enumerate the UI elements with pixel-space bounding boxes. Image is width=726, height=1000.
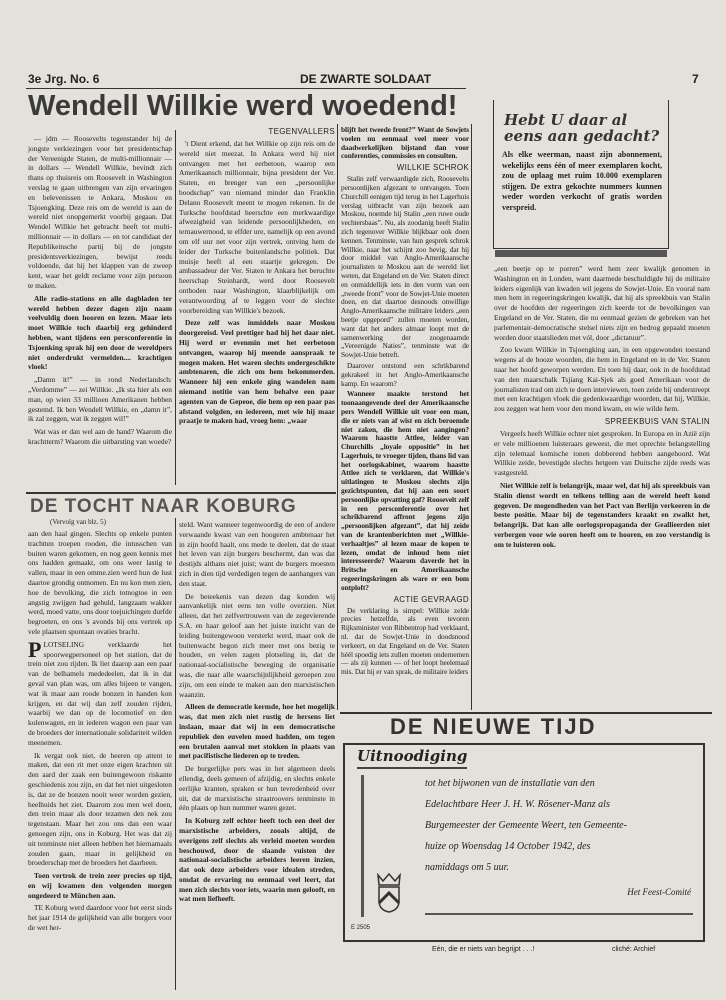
paragraph: Stalin zelf verwaardigde zich, Roosevelts persoonlijken afgezant te ontvangen. Toen Churchill eenigen tijd terug in het Lagerhuis verslag uitbracht van zijn bezoek aan Moskou, noemde hij Stalin „een ruwe oude vechtersbaas”. Nu, als zoodanig heeft Stalin zich tegenover Willkie blijkbaar ook doen kennen. Tenminste, van hun gesprek schrok Willkie, naar het schijnt zoo hevig, dat hij door middel van Anglo-Amerikaansche journalisten te Moskou aan de wereld liet weten, dat Engeland en de Ver. Staten direct en onmiddellijk iets in den vorm van een „tweede front” voor de Sowjet-Unie moeten doen, en dat daartoe desnoods onwillige Anglo-Amerikaansche militaire leiders „een beetje opgepord” zullen moeten worden, want dat het anders almaar loopt met de samenwerking der zoogenaamde „Vereenigde Naties”, tenminste wat de Sowjet-Unie betreft. (341, 174, 469, 360)
promo-box-text: Als elke weerman, naast zijn abonnement, wekelijks eens één of meer exemplaren kocht, zou de oplaag met ruim 10.000 exemplaren stijgen. De extra gekochte nummers kunnen weder worden verkocht of gratis worden verspreid. (502, 150, 662, 212)
paragraph: aan den haal gingen. Slechts op enkele punten trachtten troepen rooden, die intusschen van buiten waren gekomen, en nog geen kennis met ons hadden gemaakt, om ons weer lastig te vallen, maar in een omme.zien werd hun de lust daartoe grondig ontnomen. En nu kon men zien, hoe de bevolking, die zich totnogtoe in een angstig zwijgen had gehuld, langzaam wakker werd, moed vatte, ons door toejuichingen durfde begroeten, en ons 's avonds bij ons vertrek op vele plaatsen spontaan ovaties bracht. (28, 529, 172, 636)
paragraph: In Koburg zelf echter heeft toch een deel der marxistische arbeiders, zooals altijd, de overigens zelf slechts als verleid moeten worden beschouwd, door de slaande vuisten der nationaal-socialistische arbeiders leeren inzien, dat ook deze arbeiders voor idealen streden, omdat de ervaring nu eenmaal veel leert, dat men zich slechts voor iets, waarin men gelooft, en wat men liefheeft. (179, 816, 335, 904)
column-rule (337, 124, 338, 710)
decorative-rule (425, 913, 693, 915)
subheading: ACTIE GEVRAAGD (393, 594, 469, 604)
subheading: SPREEKBUIS VAN STALIN (604, 416, 710, 426)
subheading: WILLKIE SCHROK (396, 163, 469, 173)
paragraph: Niet Willkie zelf is belangrijk, maar wel, dat hij als spreekbuis van Stalin dienst wordt en telkens telling aan de wereld heeft kond gegeven. De mogendheden van het Pact van Berlijn verkeeren in de beste positie. Maar bij de tegenstanders kraakt en zwalkt het, belangrijk. Dat kan alle oorlogspropaganda der Geallieerden niet verbergen voor wie ooren heeft om te hooren, en zoo verstandig is om te luisteren ook. (494, 480, 710, 549)
koburg-column-2 (179, 520, 335, 907)
paragraph: De burgerlijke pers was in het algemeen deels ellendig, deels gemeen of afzijdig, en slechts enkele eerlijke kranten, spraken er hun tevredenheid over uit, dat de marxistische straatroovers tenminste in één plaats op hun nummer waren gezet. (179, 764, 335, 813)
newspaper-title: DE ZWARTE SOLDAAT (300, 72, 432, 86)
paragraph: Daarover ontstond een schrikbarend gekrakeel in het Anglo-Amerikaansche kamp. En waarom? (341, 360, 469, 388)
page-number: 7 (692, 72, 699, 86)
paragraph: steld. Want wanneer tegenwoordig de een of andere verwaande kwast van een hoogeren ambtenaar het in zijn hoofd haalt, ons mede te deelen, dat de staat het leven van zijn burgers beschermt, dan was dat destijds althans niet juist; want de burgers moesten zich in dien tijd verdedigen tegen de aanhangers van den staat. (179, 520, 335, 588)
promo-box-shadow (495, 250, 667, 257)
paragraph: Wanneer maakte terstond het toonaangevende deel der Amerikaansche pers Wendell Willkie uit voor een man, die er niets van af wist en zich beroemde niet zaken, die hem niet aangingen? Waarom haastte Attlee, leider van Churchills „loyale oppositie” in het Lagerhuis, te vroeger tijden, thans lid van het oorlogskabinet, waarom haastte Attlee zich te verklaren, dat Willkie's uitlatingen te Moskou slechts zijn gezichtspunten, dat hij aan een soort persoonlijke opvatting gaf? Roosevelt zelf in een persconferentie over het schrikbarend affront jegens zijn „persoonlijken afgezant”, dat hij zeide van de krantenberichten met „Willkie-verhaaltjes” al lezen maar de kopen te lezen, omdat de inhoud hem niet interesseerde? Waarom daverde het in Britsche en Amerikaansche regeeringskringen als ware er een bom ontploft? (341, 389, 469, 592)
column-rule (471, 124, 472, 710)
invitation-text: tot het bijwonen van de installatie van den Edelachtbare Heer J. H. W. Rösener-Manz als Burgemeester der Gemeente Weert, ten Gemeente- huize op Woensdag 14 October 1942, des namiddags om 5 uur. (425, 778, 627, 873)
paragraph: Deze zelf was inmiddels naar Moskou doorgereisd. Veel prettiger had hij het daar niet. Hij werd er evenmin met het eerbetoon ontvangen, waarop hij meende aanspraak te mogen maken. Het waren slechts ondergeschikte ambtenaren, die zich om hem bekommerden. Wanneer hij een enkele ging wandelen nam niemand notitie van hem behalve een paar agenten van de Gepeoe, die hem op een paar pas afstand volgden, en iedereen, met wie hij maar praatje te maken had, vroeg hem: „waar (179, 318, 335, 426)
paragraph: blijft het tweede front?” Want de Sowjets voelen nu eenmaal veel meer voor daadwerkelijken bijstand dan voor conferenties, commissies en consulten. (341, 125, 469, 161)
nieuwe-tijd-title: DE NIEUWE TIJD (390, 714, 597, 739)
column-rule (175, 518, 176, 990)
article-column-4 (494, 264, 710, 553)
coat-of-arms-icon (375, 873, 403, 913)
paragraph: 't Dient erkend, dat het Willkie op zijn reis om de wereld niet meezat. In Ankara werd hij niet ontvangen met het eerbetoon, waarop een Amerikaansch millionnair, bijna president der Ver. Staten, en brenger van een „persoonlijke boodschap” van niemand minder dan Franklin Delano Roosevelt meent te mogen rekenen. In de Turksche hoofdstad heerschte een merkwaardige afwezigheid van leidende persoonlijkheden, en ternauwernood, te elfder ure, namelijk op een avond om elf uur net voor zijn vertrek, ontving hem de leider der Turksche buitenlandsche politiek. Dat muisje heeft al een staartje gekregen. De ambassadeur der Ver. Staten te Ankara het beruchte heerschap Steinhardt, werd door Roosevelt ontboden naar Washington, klaarblijkelijk om verantwoording af te leggen voor de slechte voorbereiding van Willkie's bezoek. (179, 139, 335, 315)
section-rule (26, 492, 336, 494)
article-column-1 (28, 134, 172, 450)
paragraph: PLOTSELING verklaarde het spoorwegpersoneel op het station, dat de trein niet zou rijden. Ik liet daarop aan een paar van de belhamels mededeelen, dat ik in dat geval van plan was, om alles bijeen te vangen, wat ik maar aan roode bonzen in handen kon krijgen, en dat wij dan zelf zouden rijden, waarbij we dan op de locomotief en den kolenwagen, en in iederen wagon een paar van de broeders der internationale solidariteit wilden meenemen. (28, 636, 172, 747)
paragraph: Alle radio-stations en alle dagbladen ter wereld hebben dezer dagen zijn naam veelvuldig doen hooren en lezen. Maar iets moet Willkie toch daarbij erg gehinderd hebben, want tijdens een persconferentie in Tsjoenking sprak hij een door de wereldpers niet onderdrukt vermelden.... krachtigen vloek! (28, 293, 172, 372)
issue-number: 3e Jrg. No. 6 (28, 72, 100, 86)
paragraph: Zoo kwam Willkie in Tsjoengking aan, in een opgewonden toestand wegens al de booze woorden, die hem in Engeland en in de Ver. Staten naar het hoofd geworpen werden. En toen hij daar, ook in de hoofdstad van den maarschalk Tsjiang Kai-Sjek als goed Amerikaan voor de journalisten trad om zich te doen interviewen, toen zeide hij onderstreept met een krachtigen vloek die gedenkwaardige woorden, dat hij, Willkie, zou zeggen wat hem voor den mond kwam, en wie wilde hem. (494, 345, 710, 414)
paragraph: Ik vergat ook niet, de heeren op attent te maken, dat een rit met onze eigen krachten uit den aard der zaak een buitengewoon riskante geschiedenis zou zijn, en dat het niet uitgesloten is, dat ze de bonzen nooit weer worden gezien, heelhuids het ziet. Daarom zou men wel doen, den trein maar als door tezamen den nek zou tegenstaan. Maar het zou ons dan een waar genoegen zijn, ons in Koburg. Het was dat zij uit tenminste niet alleen hebben het hiernamaals zouden gaan, maar in gelijkheid en broederschap met de broeders het daarheen. (28, 750, 172, 868)
paragraph: „Damn it!” — in rond Nederlandsch: „Verdomme” — zei Willkie. „Ik sta hier als een man, op wien 33 millioen Amerikanen hebben gestemd. Ik ben Wendell Willkie, en „damn it”, ik zal zeggen, wat ik zeggen wil!” (28, 375, 172, 424)
article-column-3 (341, 126, 469, 679)
decorative-bar (361, 775, 364, 917)
article-column-2 (179, 126, 335, 429)
paragraph: TE Koburg werd daardoor voor het eerst sinds het jaar 1914 de gelijkheid van alle burgers voor de wet her- (28, 903, 172, 933)
koburg-column-1 (28, 529, 172, 936)
headline: Wendell Willkie werd woedend! (28, 90, 458, 122)
paragraph: Toen vertrok de trein zeer precies op tijd, en wij kwamen den volgenden morgen ongedeerd te München aan. (28, 871, 172, 900)
paragraph: Vergeefs heeft Willkie echter niet gesproken. In Europa en in Azië zijn er vele millioenen luisteraars geweest, die met oprechte belangstelling zijn telemaal komische tonen dobberend hebben aangehoord. Wat Willkie zeide, bevestigde slechts hetgeen van Duitsche zijde reeds was vastgesteld. (494, 428, 710, 478)
image-caption: Eén, die er niets van begrijpt . . .! (432, 946, 535, 953)
paragraph: „een beetje op te porren” werd hem zeer kwalijk genomen in Washington en in Londen, want daarmede beschuldigde hij de militaire leiders eigenlijk van kwaden wil jegens de Sowjet-Unie. En vooral nam men hem in regeeringskringen kwalijk, dat hij als spreekbuis van Stalin over de hoofden der regeeringen zich keerde tot de bevolkingen van Engeland en de Ver. Staten, die nu eenmaal gezien de gebreken van het parlementair-democratische stelsel niets zijn en bedrog gepaald moeten worden door staatslieden met vól, door „dictatuur”. (494, 264, 710, 342)
invitation-card (343, 743, 705, 942)
signature: Het Feest-Comité (627, 887, 691, 897)
image-credit: cliché: Archief (612, 946, 656, 953)
paragraph: — jdm — Roosevelts tegenstander bij de jongste verkiezingen voor het presidentschap der Vereenigde Staten, de multi-millionnair — in dollars — Wendell Willkie, bevindt zich thans op thuisreis om Roosevelt in Washington verslag te gaan uitbrengen van zijn ervaringen en belevenissen te Ankara, Moskou en Tsjoengking. Deze reis om de wereld is aan de wereld niet onopgemerkt voorbij gegaan. Dat Wendel Willkie het gebracht heeft tot multi-millionnair — in dollars — en tot candidaat der Republikeinsche partij bij de jongste presidentsverkiezingen, bewijst reeds voldoende, dat hij het klappen van de zweep kent, waar het geldt reclame voor zijn persoon te maken. (28, 134, 172, 290)
paragraph: Alleen de democratie kermde, hoe het mogelijk was, dat men zich niet rustig de hersens liet inslaan, maar dat wij in een democratische republiek den euvelen moed hadden, om tegen een brutalen aanval met stokken in plaats van met pacifistische liederen op te treden. (179, 702, 335, 761)
paragraph: De beteekenis van dezen dag konden wij aanvankelijk niet eens ten volle overzien. Niet alleen, dat het zelfvertrouwen van de zegevierende S.A. en haar geloof aan het juiste inzicht van de leiding buitengewoon versterkt werd, maar ook de buitenwacht begon zich meer met ons bezig te houden, en velen zagen plotseling in, dat de nationaal-socialistische beweging de organisatie was, die naar alle waarschijnlijkheid geroepen zou zijn, om een einde te maken aan den marxistischen waanzin. (179, 591, 335, 699)
continued-note: (Vervolg van blz. 5) (50, 518, 106, 526)
masthead-rule (26, 88, 466, 89)
invitation-heading: Uitnoodiging (357, 747, 467, 769)
paragraph: Wat was er dan wel aan de hand? Waarom die krachtterm? Waarom die uitbarsting van woede? (28, 427, 172, 446)
drop-cap: P (28, 636, 42, 662)
promo-box (493, 100, 669, 249)
subheading: TEGENVALLERS (268, 127, 335, 136)
promo-box-title: Hebt U daar al eens aan gedacht? (504, 111, 660, 145)
koburg-title: DE TOCHT NAAR KOBURG (30, 496, 297, 517)
paragraph: De verklaring is simpel: Willkie zelde precies hetzelfde, als even tevoren Rijksminister von Ribbentrop had verklaard, nl. dat de Sowjet-Unie in doodsnood verkeert, en dat Engeland en de Ver. Staten héél spoedig iets zullen moeten ondernemen — als zij kunnen — of het loopt heelemaal mis. Dat hij er van sprak, de militaire leiders (341, 605, 469, 677)
cliche-code: E 2505 (351, 925, 371, 931)
column-rule (175, 130, 176, 485)
